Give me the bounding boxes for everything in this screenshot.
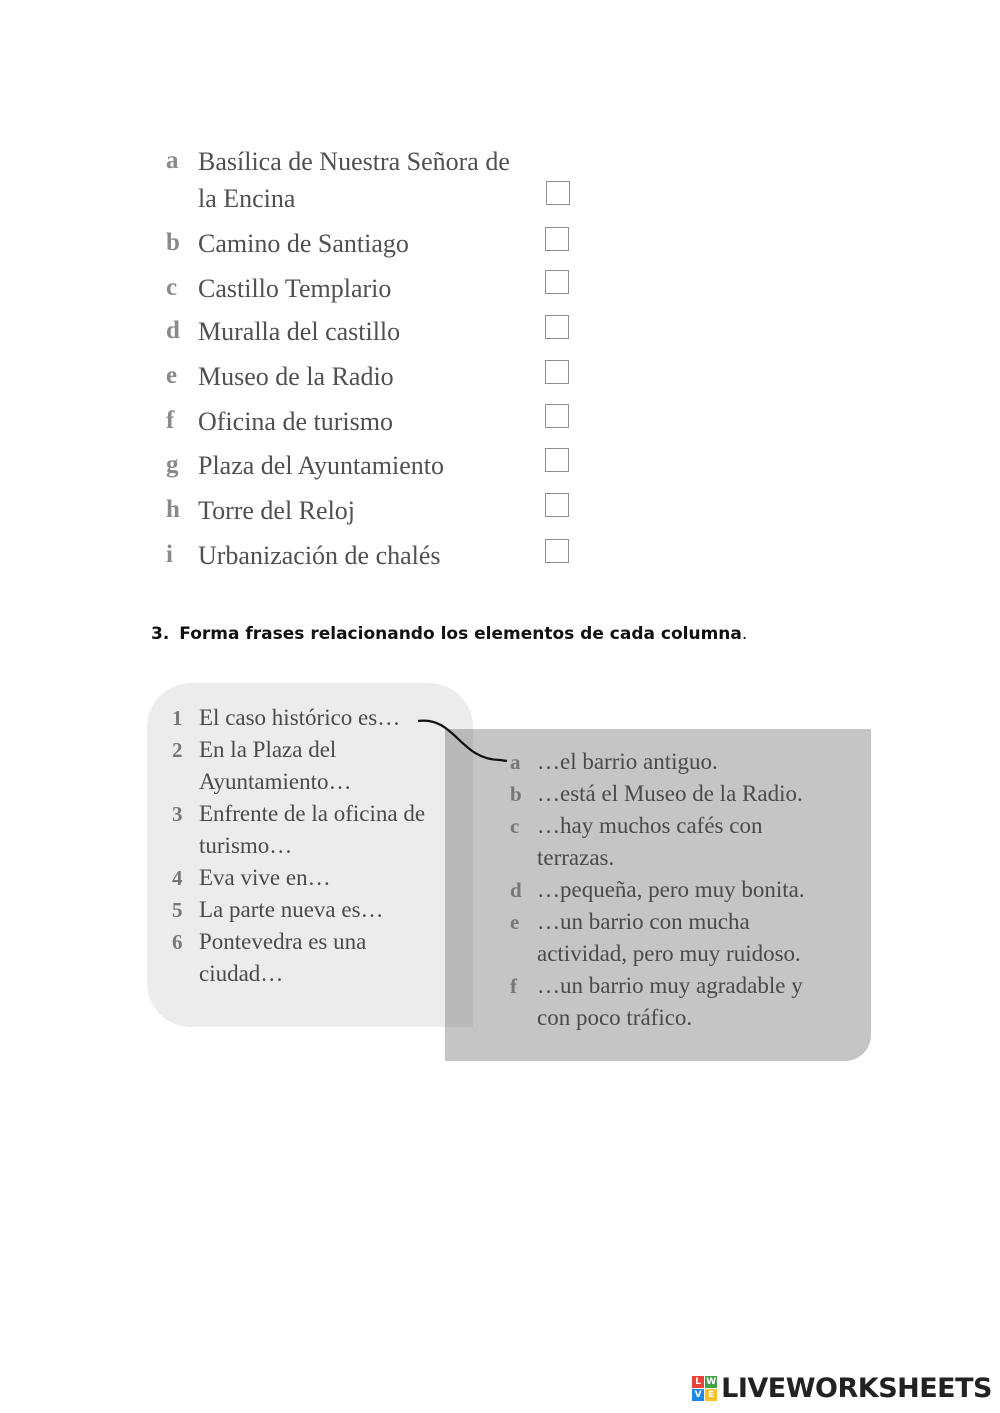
item-text: La parte nueva es… [199,897,384,922]
logo-badge-letter: W [706,1376,717,1387]
logo-badge-letter: L [692,1376,704,1388]
item-text: En la Plaza del Ayuntamiento… [199,737,352,794]
place-letter: b [166,229,180,256]
place-letter: g [166,451,179,478]
item-letter: a [510,750,521,774]
place-name: Oficina de turismo [198,407,393,436]
place-letter: i [166,541,173,568]
item-number: 2 [172,738,183,762]
place-letter: a [166,147,179,174]
instruction-period: . [741,624,748,644]
place-name: Muralla del castillo [198,317,401,346]
place-name: Museo de la Radio [198,362,394,391]
checkbox-f[interactable] [545,404,569,428]
item-text: …un barrio muy agradable y con poco tráfico. [537,973,803,1030]
place-name: Torre del Reloj [198,496,356,525]
item-letter: e [510,910,520,934]
checkbox-b[interactable] [545,227,569,251]
item-number: 1 [172,706,183,730]
place-name: Urbanización de chalés [198,541,441,570]
item-number: 5 [172,898,183,922]
logo-text: LIVEWORKSHEETS [721,1372,992,1404]
liveworksheets-logo [692,1373,992,1403]
checkbox-h[interactable] [545,493,569,517]
item-letter: f [510,974,517,998]
item-text: …el barrio antiguo. [537,749,718,774]
item-letter: b [510,782,522,806]
item-text: …está el Museo de la Radio. [537,781,803,806]
instruction-text: Forma frases relacionando los elementos de cada columna [179,624,742,644]
place-letter: f [166,407,175,434]
checkbox-a[interactable] [546,181,570,205]
exercise-number: 3. [151,624,170,644]
item-text: Eva vive en… [199,865,331,890]
place-name: Plaza del Ayuntamiento [198,451,444,480]
place-letter: c [166,274,178,301]
checkbox-e[interactable] [545,360,569,384]
place-name: Castillo Templario [198,274,392,303]
item-number: 4 [172,866,183,890]
item-text: …un barrio con mucha actividad, pero muy ruidoso. [537,909,801,966]
place-name: Camino de Santiago [198,229,409,258]
item-text: El caso histórico es… [199,705,401,730]
logo-badge-letter: E [705,1389,717,1401]
item-text: …hay muchos cafés con terrazas. [537,813,763,870]
checkbox-g[interactable] [545,448,569,472]
checkbox-d[interactable] [545,315,569,339]
logo-badge-letter: V [692,1389,704,1401]
place-letter: h [166,496,180,523]
item-letter: d [510,878,522,902]
exercise-3-instruction [151,624,747,644]
place-name: Basílica de Nuestra Señora de la Encina [198,147,510,213]
item-letter: c [510,814,520,838]
item-number: 3 [172,802,183,826]
item-text: …pequeña, pero muy bonita. [537,877,805,902]
place-letter: e [166,362,178,389]
place-letter: d [166,317,180,344]
checkbox-i[interactable] [545,539,569,563]
item-text: Enfrente de la oficina de turismo… [199,801,426,858]
logo-badge-icon [692,1376,717,1401]
checkbox-c[interactable] [545,270,569,294]
item-text: Pontevedra es una ciudad… [199,929,367,986]
item-number: 6 [172,930,183,954]
